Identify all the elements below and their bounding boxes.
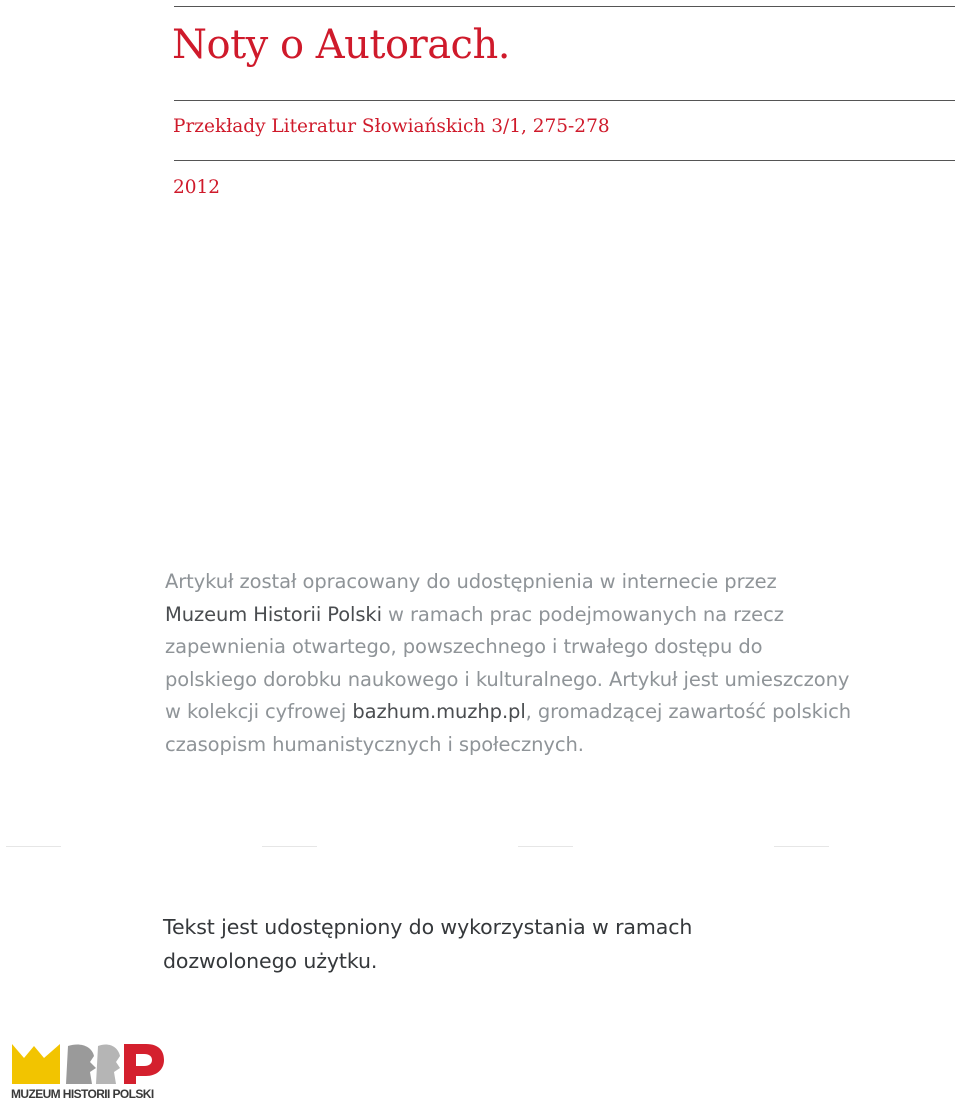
divider-dash xyxy=(518,846,573,847)
source-citation: Przekłady Literatur Słowiańskich 3/1, 275-278 xyxy=(173,116,610,137)
divider-dash xyxy=(262,846,317,847)
notice-line-5-start: w kolekcji cyfrowej xyxy=(165,700,353,724)
collection-site-link[interactable]: bazhum.muzhp.pl xyxy=(352,700,526,724)
logo-gray-profile xyxy=(96,1044,120,1084)
notice-line-3: zapewnienia otwartego, powszechnego i trwałego dostępu do xyxy=(165,635,763,659)
title-rule xyxy=(174,100,955,101)
notice-line-2-rest: w ramach prac podejmowanych na rzecz xyxy=(381,602,784,626)
license-line-1: Tekst jest udostępniony do wykorzystania w ramach xyxy=(163,915,693,939)
top-rule xyxy=(174,6,955,7)
source-rule xyxy=(174,160,955,161)
logo-yellow-mark xyxy=(12,1044,60,1084)
notice-line-6: czasopism humanistycznych i społecznych. xyxy=(165,732,584,756)
logo-gray-profile xyxy=(66,1044,96,1084)
notice-line-1: Artykuł został opracowany do udostępnienia w internecie przez xyxy=(165,570,777,593)
notice-line-2 xyxy=(165,599,925,632)
logo-red-p xyxy=(124,1044,164,1084)
license-statement xyxy=(163,910,692,978)
divider-dash xyxy=(6,846,61,847)
notice-line-5-rest: , gromadzącej zawartość polskich xyxy=(525,700,852,724)
notice-line-5 xyxy=(165,696,925,729)
notice-line-4: polskiego dorobku naukowego i kulturalnego. Artykuł jest umieszczony xyxy=(165,667,850,691)
divider-dash xyxy=(774,846,829,847)
institution-name: Muzeum Historii Polski xyxy=(165,602,382,626)
publication-year: 2012 xyxy=(173,177,221,198)
availability-notice xyxy=(165,566,925,762)
logo-text: MUZEUM HISTORII POLSKI xyxy=(11,1087,154,1101)
license-line-2: dozwolonego użytku. xyxy=(163,949,378,973)
document-title: Noty o Autorach. xyxy=(172,22,510,68)
